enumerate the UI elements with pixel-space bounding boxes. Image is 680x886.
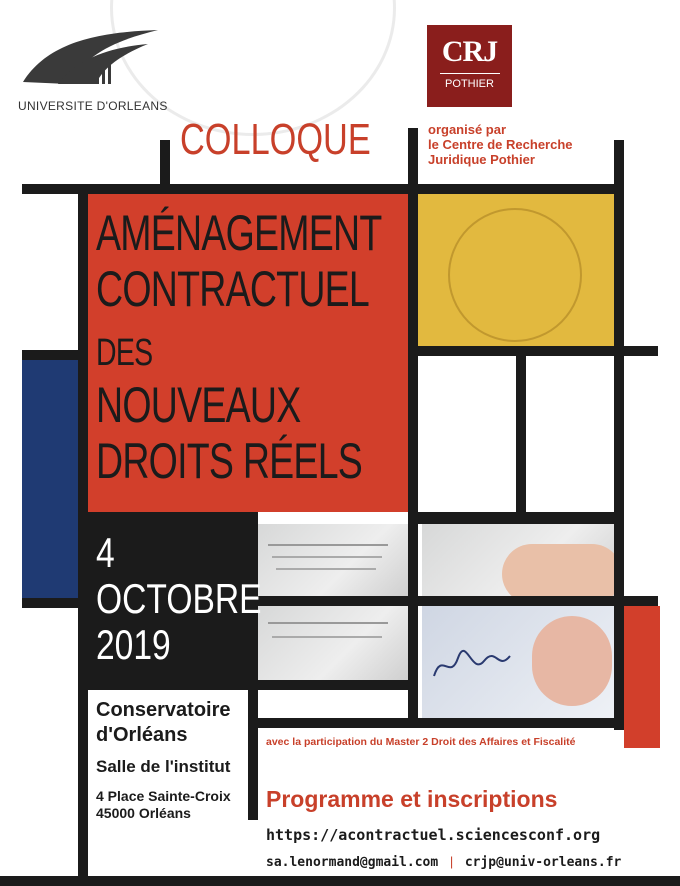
venue-address-line-2: 45000 Orléans [96,805,191,821]
grid-bar-h5 [408,512,624,524]
title-line-5: DROITS RÉELS [96,433,363,489]
grid-bar-v2 [408,128,418,194]
contact-email-2[interactable]: crjp@univ-orleans.fr [464,855,622,870]
title-line-3: DES [96,332,153,374]
grid-bar-bottom [0,876,680,886]
grid-bar-h6 [258,596,658,606]
grid-bar-v1 [160,140,170,194]
organizer-line-2: le Centre de Recherche [428,137,573,152]
grid-bar-v3 [614,140,624,730]
red-block-bottom-right [624,606,660,748]
event-type: COLLOQUE [180,115,371,164]
grid-bar-v6 [248,690,258,820]
date-day: 4 [96,529,115,576]
contact-separator: | [449,854,454,869]
organizer-block [428,122,573,167]
participation-note: avec la participation du Master 2 Droit des Affaires et Fiscalité [266,736,576,748]
venue-block [96,698,231,822]
organizer-line-3: Juridique Pothier [428,152,535,167]
venue-room: Salle de l'institut [96,757,231,776]
date-month: OCTOBRE [96,575,262,622]
event-title [96,205,477,489]
blue-block [22,360,78,598]
program-url[interactable]: https://acontractuel.sciencesconf.org [266,826,601,844]
crj-logo [427,25,512,107]
grid-bar-h8 [248,718,624,728]
event-date [96,530,303,668]
organizer-line-1: organisé par [428,122,507,137]
signature-icon [432,646,512,686]
grid-bar-top [22,184,620,194]
contact-line [266,854,621,870]
crj-logo-mark: CRJ [441,35,498,68]
date-year: 2019 [96,621,171,668]
university-swoosh-icon [18,22,168,92]
title-line-4: NOUVEAUX [96,377,301,433]
title-line-1: AMÉNAGEMENT [96,205,382,261]
photo-hand-pen [422,524,614,596]
contact-email-1[interactable]: sa.lenormand@gmail.com [266,855,439,870]
grid-bar-h3 [22,350,78,360]
venue-name-line-2: d'Orléans [96,724,188,746]
program-heading: Programme et inscriptions [266,786,558,812]
title-line-2: CONTRACTUEL [96,261,370,317]
grid-bar-v5 [516,356,526,516]
university-logo [18,22,168,112]
grid-bar-h7 [88,680,408,690]
university-name: UNIVERSITE D'ORLEANS [18,99,168,113]
venue-name-line-1: Conservatoire [96,699,231,721]
photo-signature [422,606,614,718]
crj-logo-label: POTHIER [445,78,494,90]
grid-left-column [78,194,88,884]
venue-address-line-1: 4 Place Sainte-Croix [96,788,231,804]
grid-bar-h4 [22,598,78,608]
